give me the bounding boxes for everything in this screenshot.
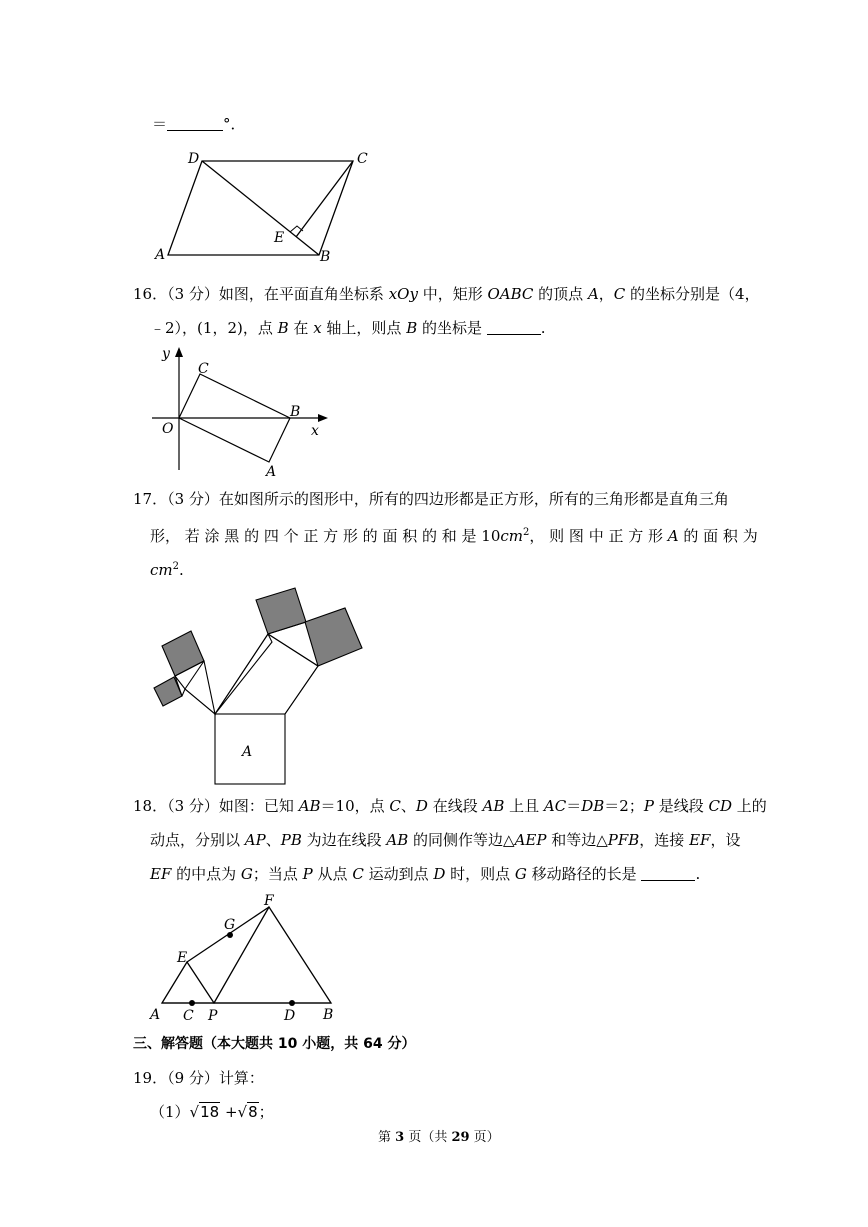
label-x: x bbox=[311, 423, 319, 439]
text: 的坐标是 bbox=[417, 319, 487, 337]
q17-line-3 bbox=[150, 557, 184, 580]
text: 、 bbox=[400, 797, 416, 815]
text: 的顶点 bbox=[533, 285, 588, 303]
var: P bbox=[302, 865, 313, 883]
label-A: A bbox=[266, 464, 277, 480]
text: 从点 bbox=[312, 865, 353, 883]
text: ﹣2），(1，2)，点 bbox=[150, 319, 278, 337]
unit: cm bbox=[150, 561, 173, 579]
q18-line-2 bbox=[150, 830, 740, 850]
text: ； bbox=[258, 1103, 274, 1121]
text: 轴上，则点 bbox=[321, 319, 407, 337]
label-A: A bbox=[242, 744, 253, 760]
text: 在 bbox=[288, 319, 314, 337]
var: B bbox=[277, 319, 289, 337]
plus-sign: + bbox=[220, 1103, 238, 1121]
label-E: E bbox=[177, 950, 188, 966]
text: 上且 bbox=[504, 797, 544, 815]
var: xOy bbox=[388, 285, 418, 303]
text: . bbox=[540, 319, 546, 337]
label-P: P bbox=[208, 1008, 218, 1024]
label-y: y bbox=[162, 346, 170, 362]
answer-blank bbox=[487, 320, 541, 335]
var: D bbox=[433, 865, 446, 883]
var: AB bbox=[386, 831, 409, 849]
sqrt-18: √18 bbox=[189, 1103, 220, 1121]
text: 在线段 bbox=[427, 797, 483, 815]
page-footer bbox=[378, 1126, 500, 1145]
text: ，连接 bbox=[639, 831, 690, 849]
page-number: 3 bbox=[395, 1130, 405, 1145]
unit: cm bbox=[500, 527, 524, 545]
label-D: D bbox=[188, 151, 200, 167]
radicand: 8 bbox=[248, 1103, 258, 1121]
var: A bbox=[667, 527, 679, 545]
text: 上的 bbox=[731, 797, 767, 815]
label-O: O bbox=[162, 421, 174, 437]
degree-suffix: °． bbox=[223, 115, 246, 133]
var: PB bbox=[280, 831, 302, 849]
q17-line-1 bbox=[133, 489, 729, 509]
question-number: 18． bbox=[133, 797, 168, 815]
var: x bbox=[313, 319, 322, 337]
text: ＝ bbox=[566, 797, 582, 815]
text: 中，矩形 bbox=[417, 285, 488, 303]
text: ， 则 图 中 正 方 形 bbox=[529, 527, 668, 545]
question-number: 19． bbox=[133, 1069, 168, 1087]
question-score: （3 分） bbox=[167, 797, 219, 815]
label-A: A bbox=[155, 247, 166, 263]
text: ＝10，点 bbox=[320, 797, 390, 815]
text: 为边在线段 bbox=[301, 831, 387, 849]
var: C bbox=[613, 285, 626, 303]
text: 如图：已知 bbox=[218, 797, 299, 815]
label-F: F bbox=[264, 893, 274, 909]
var: C bbox=[352, 865, 364, 883]
equals-sign: ＝ bbox=[152, 115, 168, 133]
var: P bbox=[643, 797, 654, 815]
q16-line-2 bbox=[150, 318, 546, 338]
text: 如图，在平面直角坐标系 bbox=[218, 285, 389, 303]
text: 形， 若 涂 黑 的 四 个 正 方 形 的 面 积 的 和 是 10 bbox=[150, 527, 501, 545]
text: . bbox=[695, 865, 701, 883]
q19-line-1 bbox=[133, 1068, 264, 1088]
var: EF bbox=[150, 865, 172, 883]
var: G bbox=[514, 865, 527, 883]
section-3-heading: 三、解答题（本大题共 10 小题，共 64 分） bbox=[133, 1036, 416, 1052]
text: ＝2； bbox=[604, 797, 644, 815]
text: 运动到点 bbox=[363, 865, 434, 883]
period: . bbox=[179, 561, 184, 579]
text: 的坐标分别是（4， bbox=[625, 285, 760, 303]
superscript: 2 bbox=[172, 561, 179, 572]
text: 时，则点 bbox=[445, 865, 515, 883]
var: OABC bbox=[487, 285, 534, 303]
q15-answer-line bbox=[152, 114, 246, 134]
question-score: （3 分） bbox=[167, 285, 219, 303]
q16-coordinate-figure bbox=[148, 342, 338, 480]
label-C: C bbox=[183, 1008, 194, 1024]
label-G: G bbox=[224, 917, 236, 933]
text: 在如图所示的图形中，所有的四边形都是正方形，所有的三角形都是直角三角 bbox=[218, 490, 729, 508]
var: AB bbox=[482, 797, 505, 815]
question-number: 17． bbox=[133, 490, 168, 508]
var: D bbox=[415, 797, 428, 815]
q18-line-3 bbox=[150, 864, 700, 884]
label-B: B bbox=[290, 404, 301, 420]
var: AC bbox=[543, 797, 567, 815]
var: B bbox=[406, 319, 418, 337]
q16-line-1 bbox=[133, 284, 760, 304]
q18-line-1 bbox=[133, 796, 767, 816]
text: 的同侧作等边△ bbox=[408, 831, 515, 849]
var: PFB bbox=[607, 831, 640, 849]
text: ， bbox=[598, 285, 614, 303]
text: 是线段 bbox=[653, 797, 709, 815]
text: 第 bbox=[378, 1130, 396, 1145]
var: A bbox=[587, 285, 599, 303]
answer-blank bbox=[641, 866, 695, 881]
var: EF bbox=[689, 831, 711, 849]
text: 计算： bbox=[218, 1069, 264, 1087]
text: 的中点为 bbox=[171, 865, 241, 883]
var: C bbox=[389, 797, 401, 815]
var: AB bbox=[298, 797, 321, 815]
radicand: 18 bbox=[200, 1103, 220, 1121]
text: 页（共 bbox=[404, 1130, 452, 1145]
q19-part-1 bbox=[150, 1102, 274, 1122]
var: AP bbox=[244, 831, 266, 849]
var: DB bbox=[581, 797, 605, 815]
sqrt-8: √8 bbox=[237, 1103, 258, 1121]
label-D: D bbox=[284, 1008, 296, 1024]
text: 的 面 积 为 bbox=[678, 527, 758, 545]
question-number: 16． bbox=[133, 285, 168, 303]
q15-parallelogram-figure bbox=[150, 148, 380, 266]
label-B: B bbox=[320, 249, 331, 265]
q17-line-2 bbox=[150, 523, 758, 546]
question-score: （9 分） bbox=[167, 1069, 219, 1087]
label-B: B bbox=[323, 1007, 334, 1023]
var: AEP bbox=[514, 831, 547, 849]
q17-pythagoras-tree-figure bbox=[150, 584, 370, 794]
text: 动点，分别以 bbox=[150, 831, 245, 849]
answer-blank bbox=[167, 116, 223, 131]
part-label: （1） bbox=[150, 1103, 190, 1121]
q18-equilateral-triangles-figure bbox=[148, 890, 348, 1025]
question-score: （3 分） bbox=[167, 490, 219, 508]
text: 移动路径的长是 bbox=[526, 865, 642, 883]
label-E: E bbox=[274, 230, 285, 246]
total-pages: 29 bbox=[451, 1130, 470, 1145]
text: 页） bbox=[469, 1130, 500, 1145]
label-C: C bbox=[357, 151, 368, 167]
text: ；当点 bbox=[252, 865, 303, 883]
text: ，设 bbox=[710, 831, 741, 849]
text: 和等边△ bbox=[546, 831, 608, 849]
superscript: 2 bbox=[523, 527, 530, 538]
label-C: C bbox=[198, 361, 209, 377]
label-A: A bbox=[150, 1007, 161, 1023]
text: 、 bbox=[265, 831, 281, 849]
var: CD bbox=[708, 797, 732, 815]
var: G bbox=[240, 865, 253, 883]
